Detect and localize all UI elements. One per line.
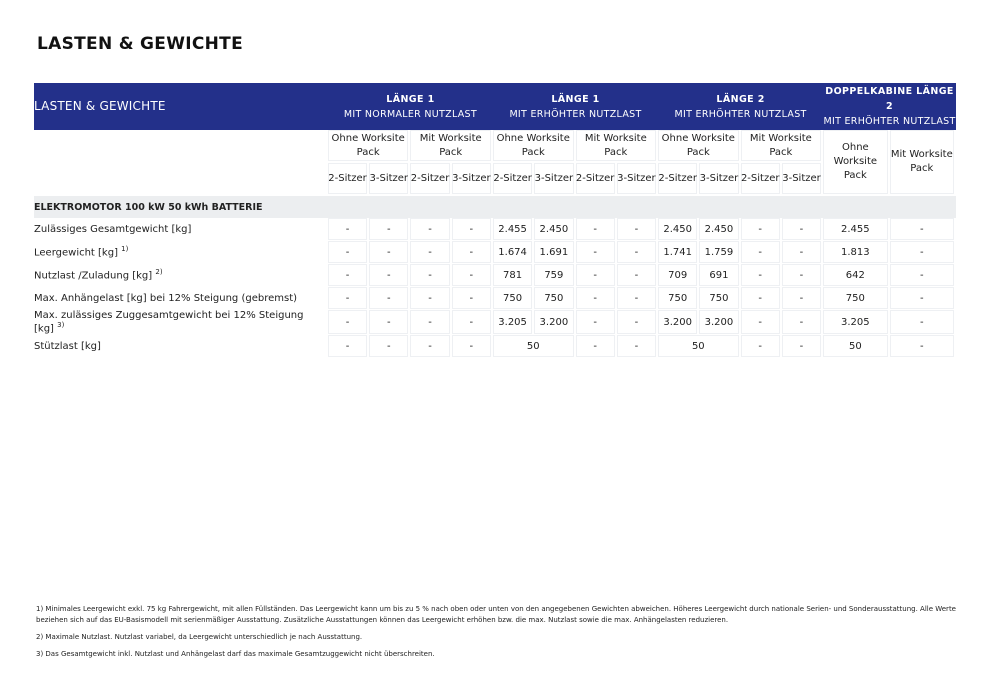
table-cell: -: [890, 335, 956, 358]
table-cell: 750: [658, 287, 699, 310]
table-cell: 781: [493, 264, 534, 287]
pack-mit-header: Mit Worksite Pack: [890, 130, 956, 196]
weights-table: [34, 83, 956, 358]
row-label: [34, 218, 328, 241]
row-label: [34, 310, 328, 335]
table-row: [34, 287, 956, 310]
footnote: 1) Minimales Leergewicht exkl. 75 kg Fahrergewicht, mit allen Füllständen. Das Leergewicht kann um bis zu 5 % nach oben oder unten von den angegebenen Gewichten abweichen. Höheres Leergewicht durch nationale Serien- und Sonderausstattung. Alle Werte beziehen sich auf das EU-Basismodell mit serienmäßiger Ausstattung. Zusätzliche Ausstattungen können das Leergewicht erhöhen bzw. die max. Nutzlast sowie die max. Anhängelasten reduzieren.: [36, 605, 956, 624]
table-cell: -: [369, 310, 410, 335]
pack-mit-header: Mit Worksite Pack: [741, 130, 824, 163]
table-cell: -: [576, 335, 617, 358]
row-label: [34, 241, 328, 264]
row-label-text: Nutzlast /Zuladung [kg]: [34, 270, 153, 282]
table-cell: -: [741, 335, 782, 358]
table-cell: -: [576, 218, 617, 241]
table-cell: 750: [823, 287, 889, 310]
group-header-title: LÄNGE 2: [716, 93, 765, 105]
seat-header: 2-Sitzer: [741, 163, 782, 196]
seat-header: 3-Sitzer: [534, 163, 575, 196]
table-cell: -: [782, 241, 823, 264]
pack-ohne-header: Ohne Worksite Pack: [328, 130, 411, 163]
table-cell: 750: [493, 287, 534, 310]
table-cell: 3.200: [699, 310, 740, 335]
table-cell: 3.205: [823, 310, 889, 335]
row-label-text: Leergewicht [kg]: [34, 247, 118, 259]
table-cell: 2.450: [699, 218, 740, 241]
table-cell: -: [328, 310, 369, 335]
table-cell: 1.813: [823, 241, 889, 264]
table-cell: -: [452, 335, 493, 358]
table-cell: 3.200: [658, 310, 699, 335]
table-cell: 2.455: [823, 218, 889, 241]
seat-header: 2-Sitzer: [576, 163, 617, 196]
table-cell: -: [782, 264, 823, 287]
table-cell: 750: [534, 287, 575, 310]
table-cell: -: [741, 310, 782, 335]
table-cell: -: [410, 287, 451, 310]
seat-header: 3-Sitzer: [452, 163, 493, 196]
table-cell: -: [576, 310, 617, 335]
group-header-title: LÄNGE 1: [386, 93, 435, 105]
row-label-text: Zulässiges Gesamtgewicht [kg]: [34, 223, 192, 235]
table-cell: -: [576, 287, 617, 310]
table-cell: -: [741, 264, 782, 287]
table-cell: 642: [823, 264, 889, 287]
group-header-subtitle: MIT ERHÖHTER NUTZLAST: [509, 108, 642, 120]
table-cell: -: [617, 218, 658, 241]
table-cell: 50: [493, 335, 576, 358]
table-cell: -: [741, 218, 782, 241]
footnote: 3) Das Gesamtgewicht inkl. Nutzlast und Anhängelast darf das maximale Gesamtzuggewicht nicht überschreiten.: [36, 650, 435, 658]
table-cell: -: [576, 264, 617, 287]
table-row: [34, 310, 956, 335]
table-cell: -: [452, 218, 493, 241]
table-cell: -: [782, 335, 823, 358]
table-cell: 691: [699, 264, 740, 287]
table-cell: -: [617, 335, 658, 358]
header-spacer: [34, 130, 328, 196]
footnote: 2) Maximale Nutzlast. Nutzlast variabel, da Leergewicht unterschiedlich je nach Ausstattung.: [36, 633, 363, 641]
table-cell: 50: [823, 335, 889, 358]
group-header-subtitle: MIT NORMALER NUTZLAST: [343, 108, 477, 120]
table-cell: -: [410, 218, 451, 241]
seat-header: 2-Sitzer: [410, 163, 451, 196]
table-cell: 1.741: [658, 241, 699, 264]
group-header: [658, 83, 823, 130]
table-cell: -: [617, 241, 658, 264]
pack-ohne-header: Ohne Worksite Pack: [823, 130, 889, 196]
table-cell: -: [576, 241, 617, 264]
seat-header: 2-Sitzer: [328, 163, 369, 196]
group-header: [493, 83, 658, 130]
table-row: [34, 264, 956, 287]
group-header-title: LÄNGE 1: [551, 93, 600, 105]
footnotes: [36, 604, 956, 666]
table-cell: -: [328, 335, 369, 358]
table-cell: -: [369, 335, 410, 358]
table-cell: -: [452, 264, 493, 287]
section-row: [34, 196, 956, 218]
table-cell: -: [741, 287, 782, 310]
footnote-ref: 2): [155, 268, 163, 277]
seat-header: 3-Sitzer: [782, 163, 823, 196]
pack-ohne-header: Ohne Worksite Pack: [658, 130, 741, 163]
table-cell: -: [369, 241, 410, 264]
table-body: [34, 218, 956, 358]
footnote-ref: 1): [121, 245, 129, 254]
table-cell: -: [890, 287, 956, 310]
table-cell: 2.450: [658, 218, 699, 241]
table-cell: 50: [658, 335, 741, 358]
table-cell: -: [328, 241, 369, 264]
pack-ohne-header: Ohne Worksite Pack: [493, 130, 576, 163]
row-label: [34, 287, 328, 310]
pack-header-row: [34, 130, 956, 163]
footnote-ref: 3): [57, 321, 65, 329]
table-row: [34, 335, 956, 358]
group-header: [328, 83, 493, 130]
pack-mit-header: Mit Worksite Pack: [410, 130, 493, 163]
table-cell: -: [890, 218, 956, 241]
table-header-label: LASTEN & GEWICHTE: [34, 83, 328, 130]
group-header-subtitle: MIT ERHÖHTER NUTZLAST: [823, 116, 956, 127]
table-cell: 1.691: [534, 241, 575, 264]
row-label: [34, 264, 328, 287]
seat-header: 3-Sitzer: [369, 163, 410, 196]
table-row: [34, 218, 956, 241]
table-cell: -: [328, 218, 369, 241]
table-cell: -: [782, 218, 823, 241]
row-label: Stützlast [kg]: [34, 335, 328, 358]
table-cell: -: [328, 287, 369, 310]
group-header-subtitle: MIT ERHÖHTER NUTZLAST: [674, 108, 807, 120]
table-cell: 3.205: [493, 310, 534, 335]
table-cell: 2.450: [534, 218, 575, 241]
table-cell: -: [741, 241, 782, 264]
table-cell: 2.455: [493, 218, 534, 241]
table-cell: -: [890, 310, 956, 335]
table-cell: -: [617, 264, 658, 287]
page-title: LASTEN & GEWICHTE: [37, 34, 243, 54]
table-cell: -: [452, 287, 493, 310]
section-title: ELEKTROMOTOR 100 kW 50 kWh BATTERIE: [34, 196, 956, 218]
table-cell: -: [452, 310, 493, 335]
table-cell: 3.200: [534, 310, 575, 335]
row-label-text: Max. Anhängelast [kg] bei 12% Steigung (gebremst): [34, 292, 298, 304]
table-cell: -: [410, 264, 451, 287]
seat-header: 3-Sitzer: [699, 163, 740, 196]
table-cell: -: [410, 335, 451, 358]
table-cell: 709: [658, 264, 699, 287]
table-cell: -: [617, 287, 658, 310]
table-cell: 750: [699, 287, 740, 310]
table-cell: -: [410, 241, 451, 264]
seat-header: 3-Sitzer: [617, 163, 658, 196]
table-cell: -: [617, 310, 658, 335]
table-header-row: [34, 83, 956, 130]
table-cell: -: [782, 287, 823, 310]
table-cell: 759: [534, 264, 575, 287]
group-header: [823, 83, 956, 130]
table-cell: -: [890, 264, 956, 287]
seat-header: 2-Sitzer: [493, 163, 534, 196]
table-cell: -: [410, 310, 451, 335]
pack-mit-header: Mit Worksite Pack: [576, 130, 659, 163]
table-cell: -: [890, 241, 956, 264]
table-cell: 1.674: [493, 241, 534, 264]
seat-header: 2-Sitzer: [658, 163, 699, 196]
row-label-text: Max. zulässiges Zuggesamtgewicht bei 12% Steigung [kg]: [34, 310, 304, 335]
table-cell: -: [369, 287, 410, 310]
table-cell: -: [328, 264, 369, 287]
table-cell: -: [369, 218, 410, 241]
table-row: [34, 241, 956, 264]
table-cell: 1.759: [699, 241, 740, 264]
table-cell: -: [452, 241, 493, 264]
group-header-title: DOPPELKABINE LÄNGE 2: [825, 86, 954, 112]
table-cell: -: [369, 264, 410, 287]
table-cell: -: [782, 310, 823, 335]
